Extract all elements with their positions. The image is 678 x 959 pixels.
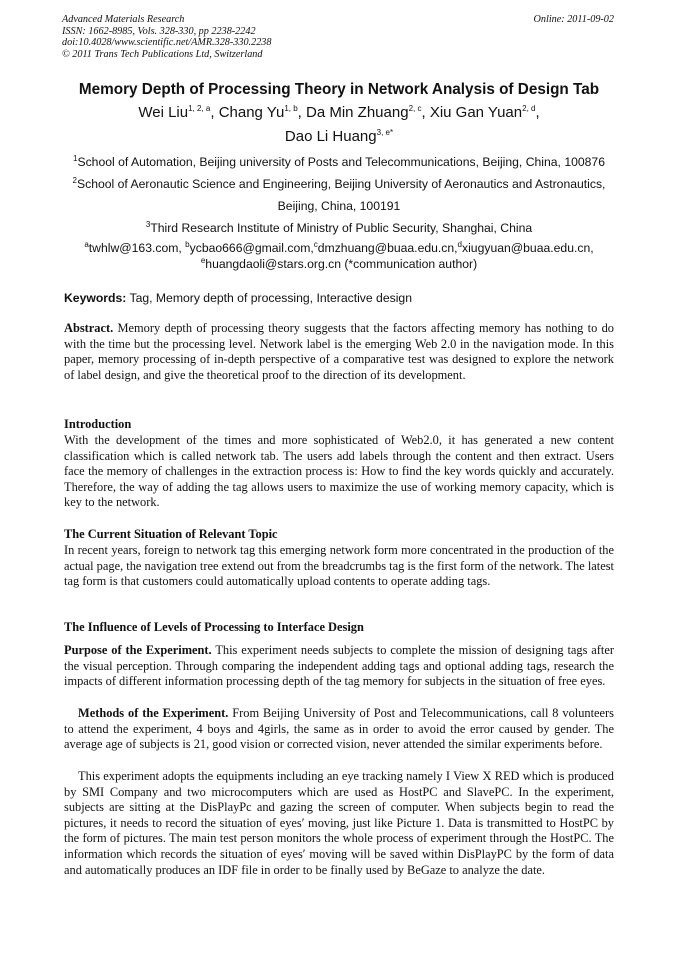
- purpose-label: Purpose of the Experiment.: [64, 643, 212, 657]
- authors-line-2: [40, 128, 638, 145]
- author: Wei Liu: [138, 104, 189, 121]
- keywords: [64, 291, 412, 305]
- email-sup: b: [185, 239, 190, 249]
- email-sup: c: [313, 239, 318, 249]
- aff-sup: 2: [72, 175, 77, 185]
- author-sup: 1, b: [284, 104, 298, 113]
- email: huangdaoli@stars.org.cn (*communication author): [205, 257, 478, 271]
- affiliation-2-cont: Beijing, China, 100191: [277, 199, 401, 213]
- authors-line-1: Wei Liu$^{1, 2, a}$, Chang Yu$^{1, b}$, Da Min Zhuang$^{2, c}$, Xiu Gan Yuan$^{2, d}$,: [138, 104, 540, 121]
- doi: doi:10.4028/www.scientific.net/AMR.328-330.2238: [62, 37, 272, 49]
- abstract: [64, 321, 614, 383]
- email: dmzhuang@buaa.edu.cn,: [317, 241, 458, 255]
- journal-header: [62, 14, 271, 61]
- email: twhlw@163.com,: [88, 241, 186, 255]
- aff-sup: 3: [145, 219, 151, 229]
- section-text: In recent years, foreign to network tag this emerging network form more concentrated in the production of the actual page, the navigation tree extend out from the breadcrumbs tag is the first form of the network. The latest tag form is that customers could automatically upload contents to operate adding tags.: [64, 543, 614, 589]
- email: ycbao666@gmail.com,: [189, 241, 314, 255]
- author-sup: 2, d: [522, 104, 536, 113]
- methods-paragraph: [64, 706, 614, 753]
- copyright: © 2011 Trans Tech Publications Ltd, Switzerland: [62, 49, 263, 61]
- affiliation-2: [40, 177, 638, 191]
- keywords-text: Tag, Memory depth of processing, Interactive design: [126, 291, 412, 305]
- emails-line-1: [40, 241, 638, 255]
- affiliation-3: [40, 221, 638, 235]
- email-sup: e: [200, 255, 206, 265]
- abstract-label: Abstract.: [64, 321, 114, 335]
- emails-line-2: [40, 257, 638, 271]
- section-text: With the development of the times and more sophisticated of Web2.0, it has generated a new content classification which is called network tab. The users add labels through the content and then extract. Users face the memory of challenges in the extraction process is: How to find the key words quickly and accurately. Therefore, the way of adding the tag allows users to maximize the use of working memory capacity, which is key to the network.: [64, 433, 614, 510]
- equipment-paragraph: This experiment adopts the equipments including an eye tracking namely I View X RED which is produced by SMI Company and two microcomputers which are used as HostPC and SlavePC. In the experiment, subjects are sitting at the DisPlayPc and gazing the screen of computer. When subjects begin to read the pictures, it needs to record the situation of eyes′ moving, just like Picture 1. Data is transmitted to HostPC by the form of pictures. The main test person monitors the whole process of experiment through the HostPC. The information which records the situation of eyes′ moving will be saved within DisPlayPC by the form of data and automatically produces an IDF file in order to be finally used by BeGaze to analyze the date.: [64, 769, 614, 877]
- section-heading: The Influence of Levels of Processing to Interface Design: [64, 620, 364, 634]
- aff-text: School of Automation, Beijing university of Posts and Telecommunications, Beijing, China, 100876: [77, 155, 605, 169]
- issn: ISSN: 1662-8985, Vols. 328-330, pp 2238-2242: [62, 25, 256, 37]
- aff-text: Third Research Institute of Ministry of Public Security, Shanghai, China: [150, 221, 533, 235]
- paper-title: Memory Depth of Processing Theory in Network Analysis of Design Tab: [78, 81, 600, 98]
- email-sup: a: [84, 239, 89, 249]
- online-date: Online: 2011-09-02: [533, 14, 614, 25]
- author-sup: 2, c: [408, 104, 422, 113]
- purpose-paragraph: [64, 643, 614, 690]
- keywords-label: Keywords:: [64, 291, 127, 305]
- abstract-text: Memory depth of processing theory suggests that the factors affecting memory has nothing to do with the time but the processing level. Network label is the emerging Web 2.0 in the navigation mode. In this paper, memory processing of in-depth perspective of a comparative test was designed to explore the network of label design, and give the theoretical proof to the direction of its development.: [64, 321, 614, 382]
- aff-sup: 1: [73, 153, 78, 163]
- author-sup: 3, e*: [376, 128, 394, 137]
- author: Xiu Gan Yuan: [429, 104, 523, 121]
- affiliation-1: [40, 155, 638, 169]
- author: Chang Yu: [218, 104, 285, 121]
- email-sup: d: [457, 239, 462, 249]
- section-heading: Introduction: [64, 417, 132, 431]
- author: Da Min Zhuang: [306, 104, 409, 121]
- author: Dao Li Huang: [284, 128, 377, 145]
- purpose-text: This experiment needs subjects to complete the mission of designing tags after the visual perception. Through comparing the independent adding tags and optional adding tags, research the impacts of different information processing depth of the tag memory for subjects in the situation of free eyes.: [64, 643, 614, 689]
- author-sup: 1, 2, a: [188, 104, 211, 113]
- journal-name: Advanced Materials Research: [62, 14, 185, 25]
- methods-text: From Beijing University of Post and Telecommunications, call 8 volunteers to attend the experiment, 4 boys and 4girls, the same as in order to avoid the error caused by gender. The average age of subjects is 21, good vision or corrected vision, never attended the similar experiments before.: [64, 706, 614, 752]
- methods-label: Methods of the Experiment.: [78, 706, 229, 720]
- aff-text: School of Aeronautic Science and Engineering, Beijing University of Aeronautics and Astronautics,: [77, 177, 606, 191]
- section-heading: The Current Situation of Relevant Topic: [64, 527, 278, 541]
- email: xiugyuan@buaa.edu.cn,: [462, 241, 594, 255]
